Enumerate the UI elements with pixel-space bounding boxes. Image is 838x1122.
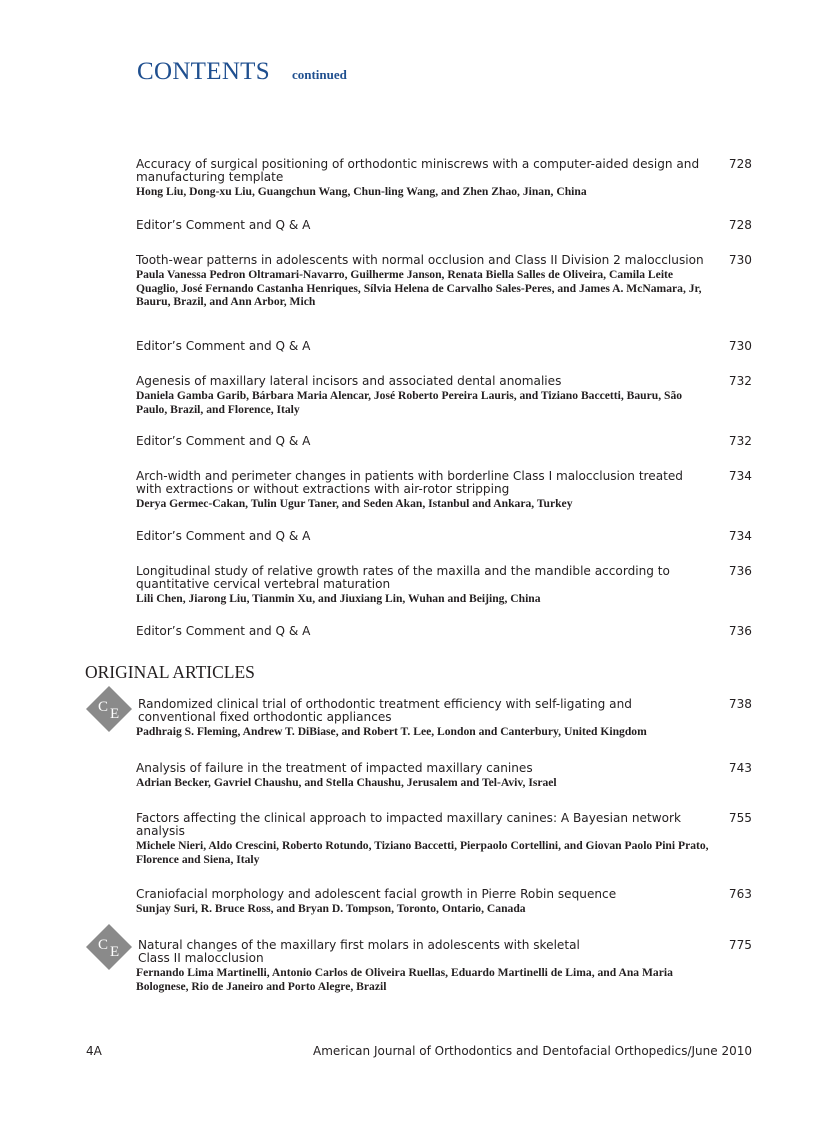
entry-page: 738 [728,697,752,711]
toc-entry [136,888,756,916]
ce-badge [85,685,133,733]
entry-title: Accuracy of surgical positioning of orthodontic miniscrews with a computer-aided design and manufacturing template [136,157,700,184]
entry-authors: Hong Liu, Dong-xu Liu, Guangchun Wang, Chun-ling Wang, and Zhen Zhao, Jinan, China [136,185,587,198]
toc-entry [136,375,756,416]
toc-entry [136,219,756,232]
entry-page: 775 [728,938,752,952]
toc-entry [136,470,756,511]
entry-title: Longitudinal study of relative growth rates of the maxilla and the mandible according to quantitative cervical vertebral maturation [136,564,670,591]
footer-journal: American Journal of Orthodontics and Dentofacial Orthopedics/June 2010 [313,1044,752,1058]
entry-title: Craniofacial morphology and adolescent facial growth in Pierre Robin sequence [136,887,617,901]
entry-page: 734 [728,529,752,543]
entry-authors: Lili Chen, Jiarong Liu, Tianmin Xu, and Jiuxiang Lin, Wuhan and Beijing, China [136,592,541,605]
entry-title: Factors affecting the clinical approach to impacted maxillary canines: A Bayesian network analysis [136,811,681,838]
toc-entry [136,565,756,606]
ce-diamond-icon [85,923,133,971]
entry-page: 732 [728,434,752,448]
toc-entry [136,812,756,866]
entry-title: Editor’s Comment and Q & A [136,339,311,353]
entry-title: Editor’s Comment and Q & A [136,624,311,638]
ce-letter-e: E [110,706,120,722]
entry-page: 730 [728,339,752,353]
toc-entry [136,939,756,993]
entry-page: 728 [728,218,752,232]
entry-title: Arch-width and perimeter changes in patients with borderline Class I malocclusion treated with extractions or without extractions with air-rotor stripping [136,469,683,496]
entry-page: 732 [728,374,752,388]
entry-page: 730 [728,253,752,267]
continued-label: continued [291,67,347,82]
ce-letter-c: C [98,937,109,953]
entry-authors: Michele Nieri, Aldo Crescini, Roberto Rotundo, Tiziano Baccetti, Pierpaolo Cortellini, and Giovan Paolo Pini Prato, Florence and Siena, Italy [136,839,709,866]
entry-title: Natural changes of the maxillary first molars in adolescents with skeletal Class II malocclusion [138,938,580,965]
entry-title: Editor’s Comment and Q & A [136,529,311,543]
entry-page: 763 [728,887,752,901]
entry-title: Analysis of failure in the treatment of impacted maxillary canines [136,761,533,775]
entry-authors: Padhraig S. Fleming, Andrew T. DiBiase, and Robert T. Lee, London and Canterbury, United Kingdom [136,725,647,738]
section-heading: ORIGINAL ARTICLES [85,662,255,682]
entry-page: 736 [728,564,752,578]
entry-title: Randomized clinical trial of orthodontic treatment efficiency with self-ligating and conventional fixed orthodontic appliances [138,697,632,724]
entry-authors: Sunjay Suri, R. Bruce Ross, and Bryan D. Tompson, Toronto, Ontario, Canada [136,902,526,915]
entry-title: Editor’s Comment and Q & A [136,218,311,232]
ce-letter-c: C [98,699,109,715]
footer-page-number: 4A [86,1044,102,1058]
entry-title: Tooth-wear patterns in adolescents with normal occlusion and Class II Division 2 malocclusion [136,253,704,267]
page-header [137,58,347,86]
entry-page: 743 [728,761,752,775]
toc-entry [136,435,756,448]
entry-authors: Paula Vanessa Pedron Oltramari-Navarro, Guilherme Janson, Renata Biella Salles de Oliveira, Camila Leite Quaglio, José Fernando Castanha Henriques, Sílvia Helena de Carvalho Sales-Peres, and James A. McNamara, Jr, Bauru, Brazil, and Ann Arbor, Mich [136,268,702,308]
toc-entry [136,625,756,638]
entry-title: Editor’s Comment and Q & A [136,434,311,448]
toc-entry [136,158,756,199]
toc-entry [136,340,756,353]
ce-badge [85,923,133,971]
entry-title: Agenesis of maxillary lateral incisors and associated dental anomalies [136,374,562,388]
entry-authors: Adrian Becker, Gavriel Chaushu, and Stella Chaushu, Jerusalem and Tel-Aviv, Israel [136,776,557,789]
toc-entry [136,530,756,543]
ce-letter-e: E [110,944,120,960]
entry-page: 734 [728,469,752,483]
page-title: CONTENTS [137,58,270,85]
entry-page: 736 [728,624,752,638]
ce-diamond-icon [85,685,133,733]
toc-entry [136,698,756,739]
entry-authors: Daniela Gamba Garib, Bárbara Maria Alencar, José Roberto Pereira Lauris, and Tiziano Baccetti, Bauru, São Paulo, Brazil, and Florence, Italy [136,389,683,416]
toc-entry [136,762,756,790]
entry-authors: Fernando Lima Martinelli, Antonio Carlos de Oliveira Ruellas, Eduardo Martinelli de Lima, and Ana Maria Bolognese, Rio de Janeiro and Porto Alegre, Brazil [136,966,673,993]
entry-page: 755 [728,811,752,825]
toc-entry [136,254,756,309]
entry-page: 728 [728,157,752,171]
entry-authors: Derya Germec-Cakan, Tulin Ugur Taner, and Seden Akan, Istanbul and Ankara, Turkey [136,497,573,510]
